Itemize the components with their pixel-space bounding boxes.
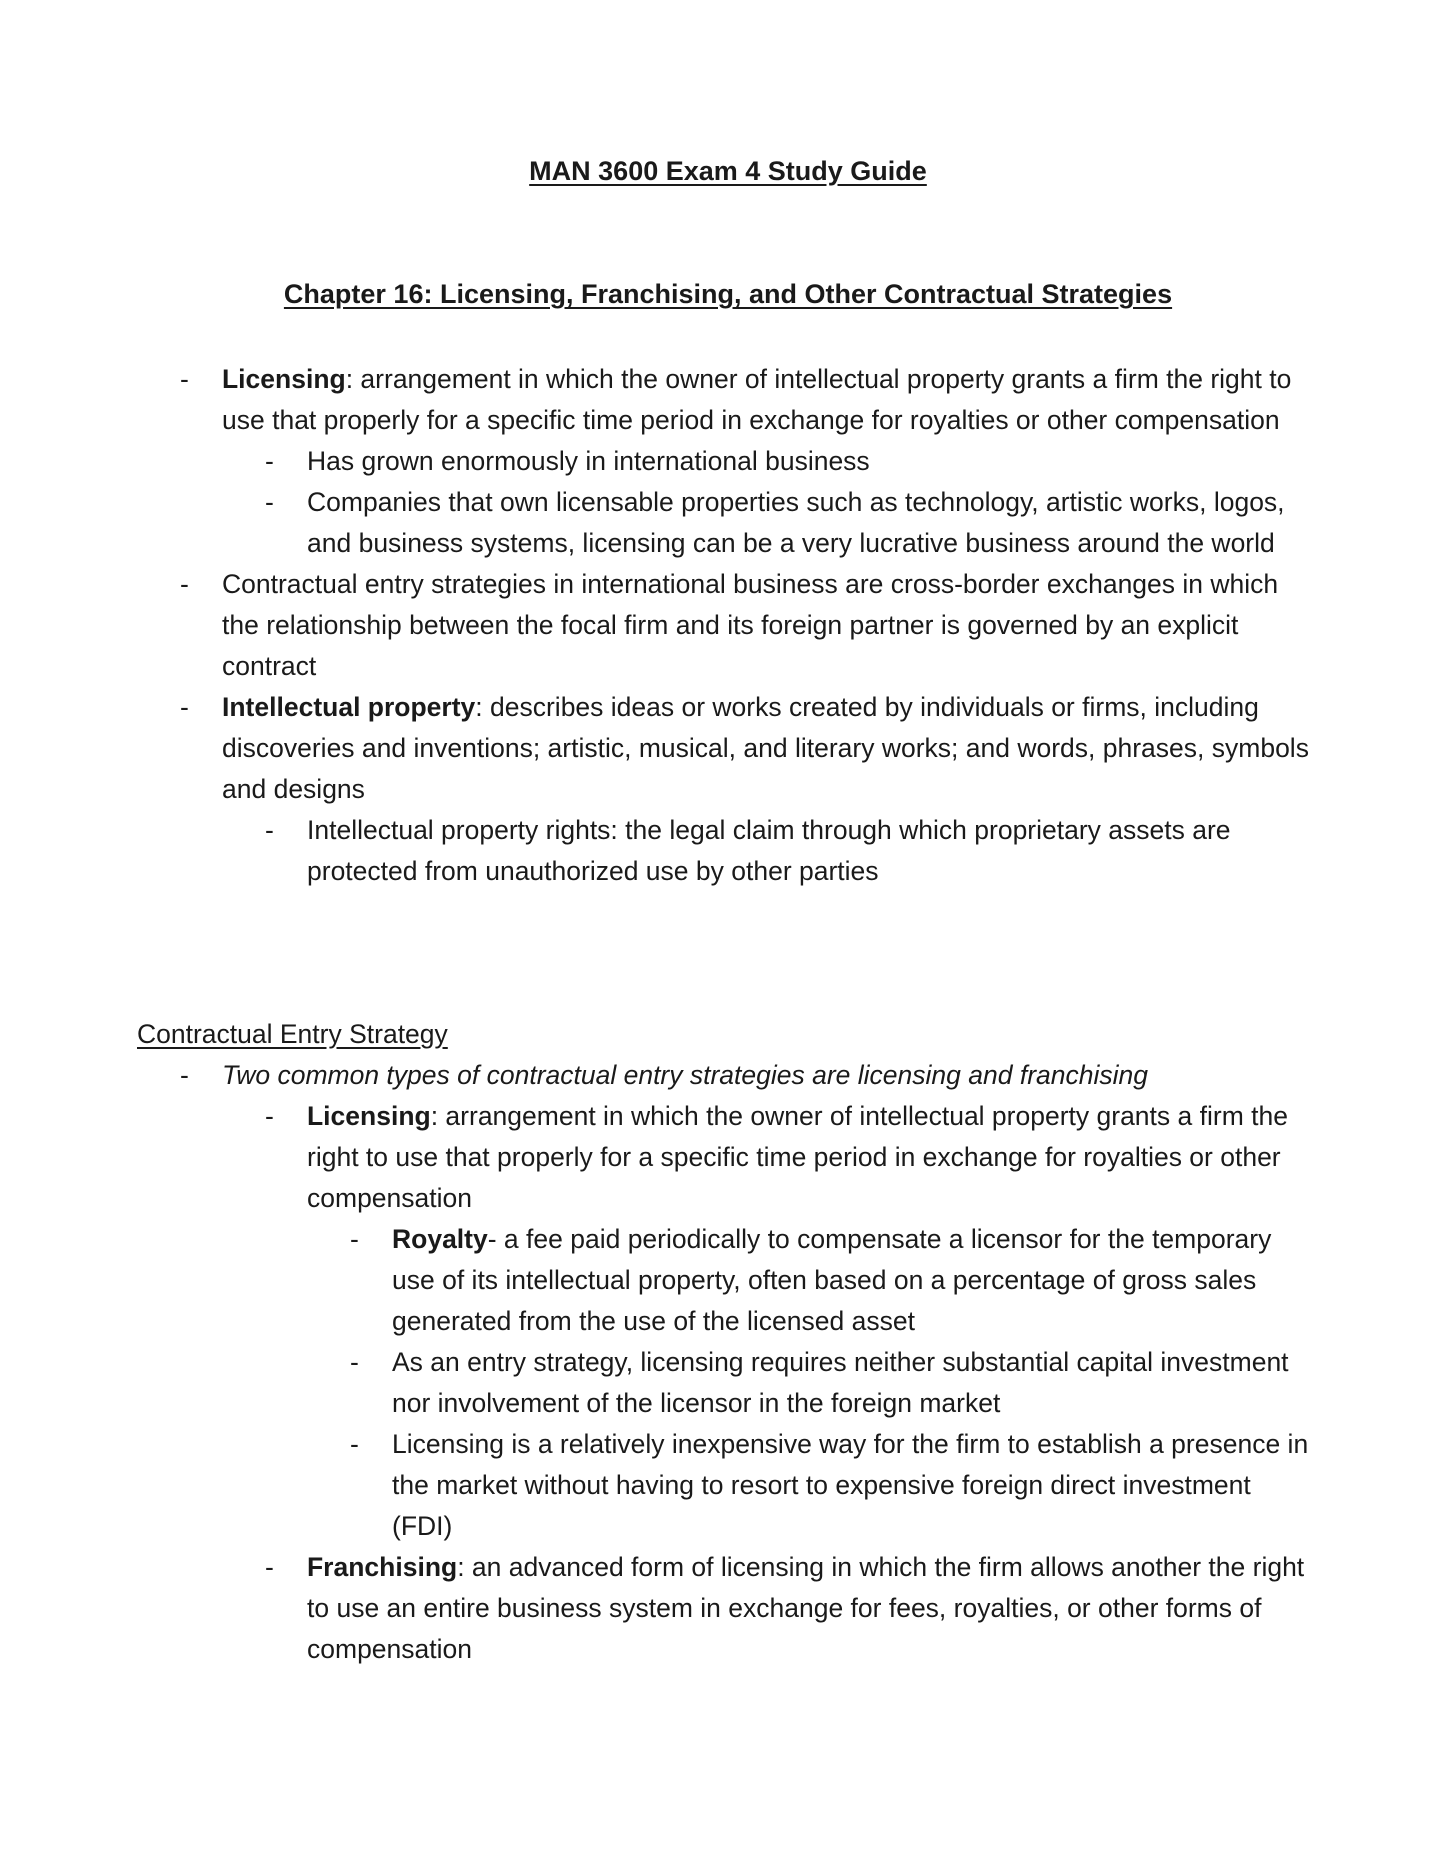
item-text: Two common types of contractual entry strategies are licensing and franchising <box>222 1060 1148 1090</box>
list-item <box>0 1342 1310 1424</box>
item-text: : an advanced form of licensing in which the firm allows another the right to use an entire business system in exchange for fees, royalties, or other forms of compensation <box>307 1552 1305 1664</box>
list-item <box>0 687 1310 810</box>
dash-bullet: - <box>265 446 274 476</box>
item-text: - a fee paid periodically to compensate a licensor for the temporary use of its intellectual property, often based on a percentage of gross sales generated from the use of the licensed asset <box>392 1224 1272 1336</box>
term-label: Intellectual property <box>222 692 476 722</box>
item-text: Licensing is a relatively inexpensive way for the firm to establish a presence in the market without having to resort to expensive foreign direct investment (FDI) <box>392 1429 1309 1541</box>
list-item <box>0 441 1310 482</box>
section-heading: Contractual Entry Strategy <box>137 1019 448 1049</box>
item-text: As an entry strategy, licensing requires neither substantial capital investment nor involvement of the licensor in the foreign market <box>392 1347 1289 1418</box>
term-label: Licensing <box>307 1101 431 1131</box>
item-text: : arrangement in which the owner of intellectual property grants a firm the right to use that properly for a specific time period in exchange for royalties or other compensation <box>307 1101 1288 1213</box>
list-item <box>0 482 1310 564</box>
list-item <box>0 1055 1310 1096</box>
dash-bullet: - <box>180 692 189 722</box>
dash-bullet: - <box>265 487 274 517</box>
term-label: Licensing <box>222 364 346 394</box>
chapter-title: Chapter 16: Licensing, Franchising, and Other Contractual Strategies <box>283 279 1173 309</box>
list-item <box>0 1424 1310 1547</box>
document-title: MAN 3600 Exam 4 Study Guide <box>529 156 927 186</box>
list-item <box>0 359 1310 441</box>
item-text: Intellectual property rights: the legal claim through which proprietary assets are protected from unauthorized use by other parties <box>307 815 1231 886</box>
list-item <box>0 1547 1310 1670</box>
list-item <box>0 810 1310 892</box>
term-label: Franchising <box>307 1552 458 1582</box>
list-item <box>0 564 1310 687</box>
dash-bullet: - <box>265 1552 274 1582</box>
dash-bullet: - <box>180 569 189 599</box>
item-text: Companies that own licensable properties such as technology, artistic works, logos, and business systems, licensing can be a very lucrative business around the world <box>307 487 1285 558</box>
dash-bullet: - <box>180 364 189 394</box>
item-text: : describes ideas or works created by individuals or firms, including discoveries and inventions; artistic, musical, and literary works; and words, phrases, symbols and designs <box>222 692 1309 804</box>
list-item <box>0 1219 1310 1342</box>
dash-bullet: - <box>265 1101 274 1131</box>
chapter-bullet-list <box>0 359 1456 892</box>
dash-bullet: - <box>350 1347 359 1377</box>
dash-bullet: - <box>180 1060 189 1090</box>
term-label: Royalty <box>392 1224 488 1254</box>
dash-bullet: - <box>265 815 274 845</box>
item-text: : arrangement in which the owner of intellectual property grants a firm the right to use that properly for a specific time period in exchange for royalties or other compensation <box>222 364 1292 435</box>
list-item <box>0 1096 1310 1219</box>
dash-bullet: - <box>350 1224 359 1254</box>
item-text: Contractual entry strategies in international business are cross-border exchanges in which the relationship between the focal firm and its foreign partner is governed by an explicit contract <box>222 569 1279 681</box>
section-bullet-list <box>0 1055 1456 1670</box>
dash-bullet: - <box>350 1429 359 1459</box>
item-text: Has grown enormously in international business <box>307 446 870 476</box>
